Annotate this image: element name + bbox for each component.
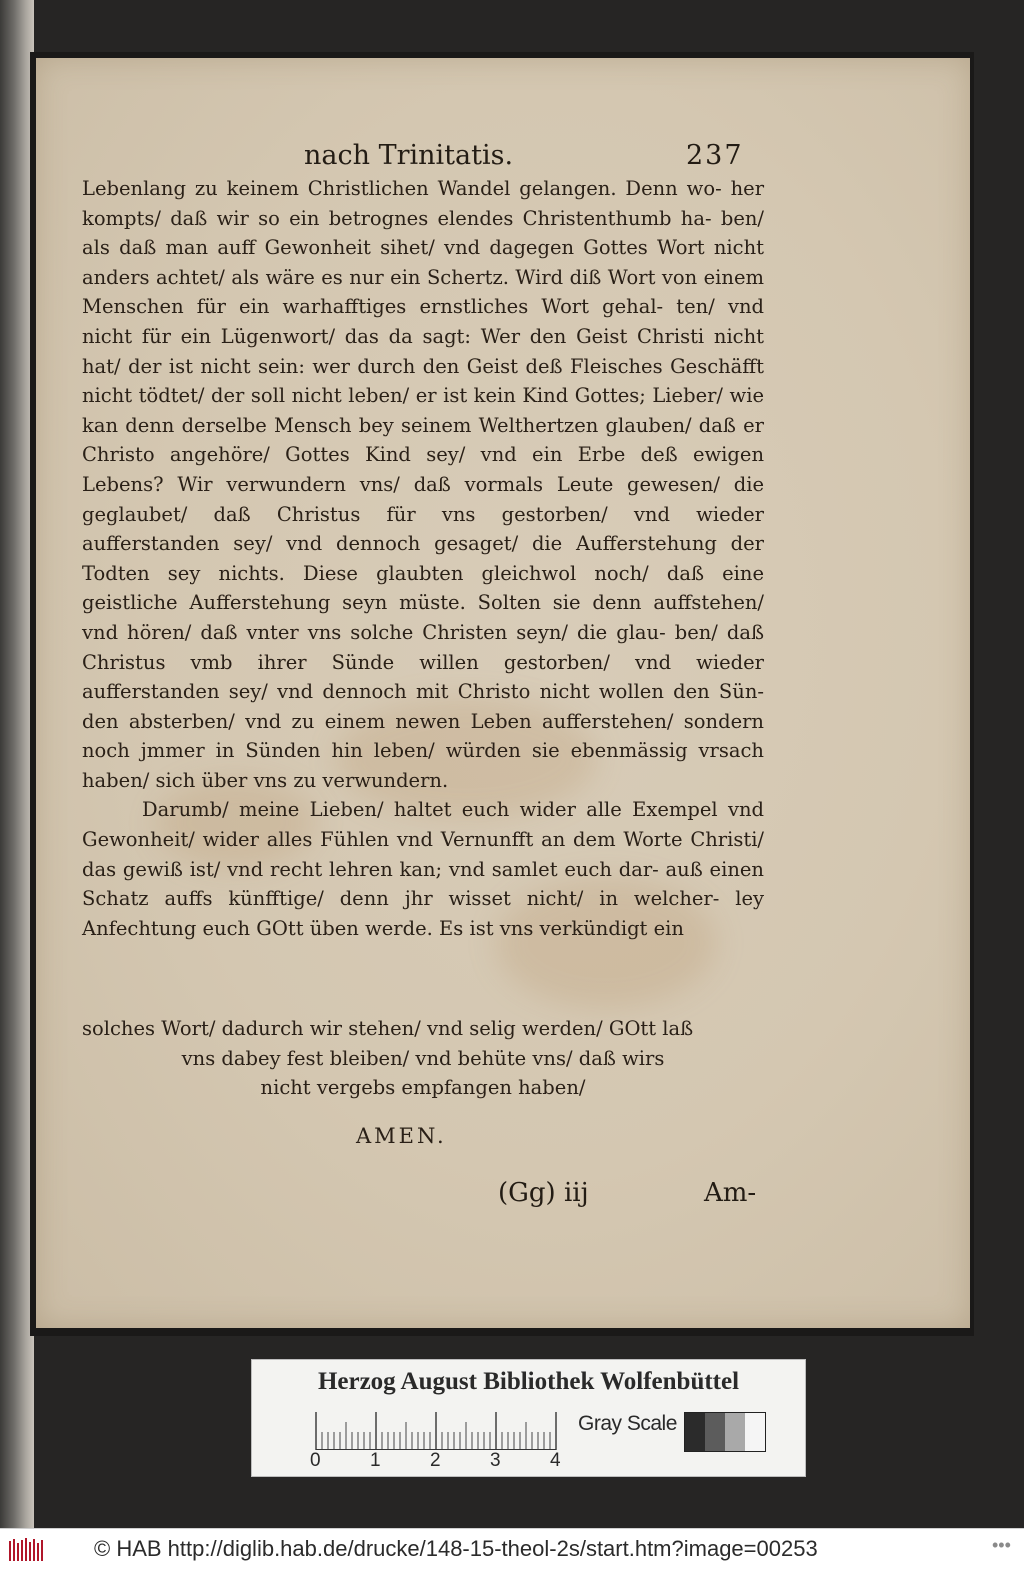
text-line: von einem Menschen für ein warhafftiges ernstliches Wort gehal-	[82, 265, 764, 319]
closing-line: vns dabey fest bleiben/ vnd behüte vns/ daß wirs	[181, 1046, 665, 1070]
gray-swatch	[745, 1413, 765, 1451]
text-line: er ist kein Kind Gottes; Lieber/ wie kan denn derselbe Mensch	[82, 384, 764, 437]
hab-logo-icon	[8, 1537, 44, 1563]
page-number: 237	[686, 140, 744, 171]
text-line: Aufferstehung der Todten sey nichts. Diese glaubten gleichwol	[82, 532, 764, 585]
text-line: Gewonheit/ wider alles Fühlen vnd Vernunfft an dem Worte	[82, 828, 683, 852]
ruler-scale	[314, 1410, 564, 1450]
ruler-label: 4	[550, 1450, 561, 1471]
gray-swatch	[725, 1413, 745, 1451]
text-line: ley Anfechtung euch GOtt üben werde. Es ist vns verkündigt ein	[82, 887, 764, 940]
color-scale-card	[251, 1359, 806, 1477]
ruler-label: 3	[490, 1450, 501, 1471]
catchword: Am-	[704, 1178, 757, 1208]
paragraph	[82, 795, 764, 943]
copyright-url[interactable]: © HAB http://diglib.hab.de/drucke/148-15-theol-2s/start.htm?image=00253	[94, 1536, 818, 1561]
gray-swatch	[685, 1413, 705, 1451]
closing-line: solches Wort/ dadurch wir stehen/ vnd selig werden/ GOtt laß	[82, 1017, 694, 1040]
text-line: ben/ daß Christus vmb ihrer Sünde willen gestorben/ vnd wieder	[82, 620, 764, 674]
text-line: noch/ daß eine geistliche Aufferstehung seyn müste. Solten sie denn	[82, 561, 764, 615]
book-page	[36, 58, 970, 1328]
text-line: auffstehen/ vnd hören/ daß vnter vns solche Christen seyn/ die glau-	[82, 591, 764, 644]
paragraph	[82, 174, 764, 795]
adjacent-page-edge	[0, 0, 34, 1528]
ruler-label: 1	[370, 1450, 381, 1471]
signature-mark: (Gg) iij	[498, 1178, 589, 1208]
text-line: ben/ als daß man auff Gewonheit sihet/ vnd dagegen Gottes Wort	[82, 206, 764, 260]
body-text	[82, 174, 764, 943]
ruler-label: 2	[430, 1450, 441, 1471]
text-line: Christi nicht hat/ der ist nicht sein: wer durch den Geist	[82, 324, 764, 378]
more-dots-icon[interactable]: •••	[992, 1535, 1011, 1555]
text-line: her kompts/ daß wir so ein betrognes elendes Christenthumb ha-	[82, 177, 765, 230]
ruler-label: 0	[310, 1450, 321, 1471]
text-line: nicht anders achtet/ als wäre es nur ein Schertz. Wird diß Wort	[82, 236, 764, 289]
text-line: Kind sey/ vnd ein Erbe deß ewigen Lebens? Wir verwundern vns/	[82, 443, 765, 496]
library-name: Herzog August Bibliothek Wolfenbüttel	[317, 1368, 740, 1395]
gray-swatch	[705, 1413, 725, 1451]
gray-scale-label: Gray Scale	[578, 1412, 677, 1435]
text-line: den absterben/ vnd zu einem newen Leben aufferstehen/ sondern noch	[82, 709, 764, 763]
text-line: daß vormals Leute gewesen/ die geglaubet/ daß Christus für vns	[82, 472, 765, 526]
text-line: gestorben/ vnd wieder aufferstanden sey/ vnd dennoch gesaget/ die	[82, 502, 764, 556]
closing-line: nicht vergebs empfangen haben/	[260, 1076, 586, 1100]
closing-lines	[82, 1014, 764, 1103]
footer-bar	[0, 1528, 1024, 1570]
amen: AMEN.	[356, 1124, 447, 1148]
gray-scale-swatches	[684, 1412, 766, 1452]
text-line: Darumb/ meine Lieben/ haltet euch wider alle Exempel vnd	[142, 798, 764, 822]
text-line: sich über vns zu verwundern.	[155, 768, 449, 792]
text-line: Lebenlang zu keinem Christlichen Wandel gelangen. Denn wo-	[82, 177, 722, 200]
text-line: Christi/ das gewiß ist/ vnd recht lehren kan; vnd samlet euch dar-	[82, 828, 764, 881]
text-line: deß Fleisches Geschäfft nicht tödtet/ der soll nicht leben/	[82, 354, 764, 408]
running-title: nach Trinitatis.	[304, 140, 514, 171]
text-line: aufferstanden sey/ vnd dennoch mit Christo nicht wollen den Sün-	[82, 680, 764, 704]
text-line: ten/ vnd nicht für ein Lügenwort/ das da sagt: Wer den Geist	[82, 295, 765, 348]
text-line: auß einen Schatz auffs künfftige/ denn jhr wisset nicht/ in welcher-	[82, 857, 764, 911]
text-line: jmmer in Sünden hin leben/ würden sie ebenmässig vrsach haben/	[82, 739, 764, 792]
text-line: bey seinem Welthertzen glauben/ daß er Christo angehöre/ Gottes	[82, 413, 765, 467]
